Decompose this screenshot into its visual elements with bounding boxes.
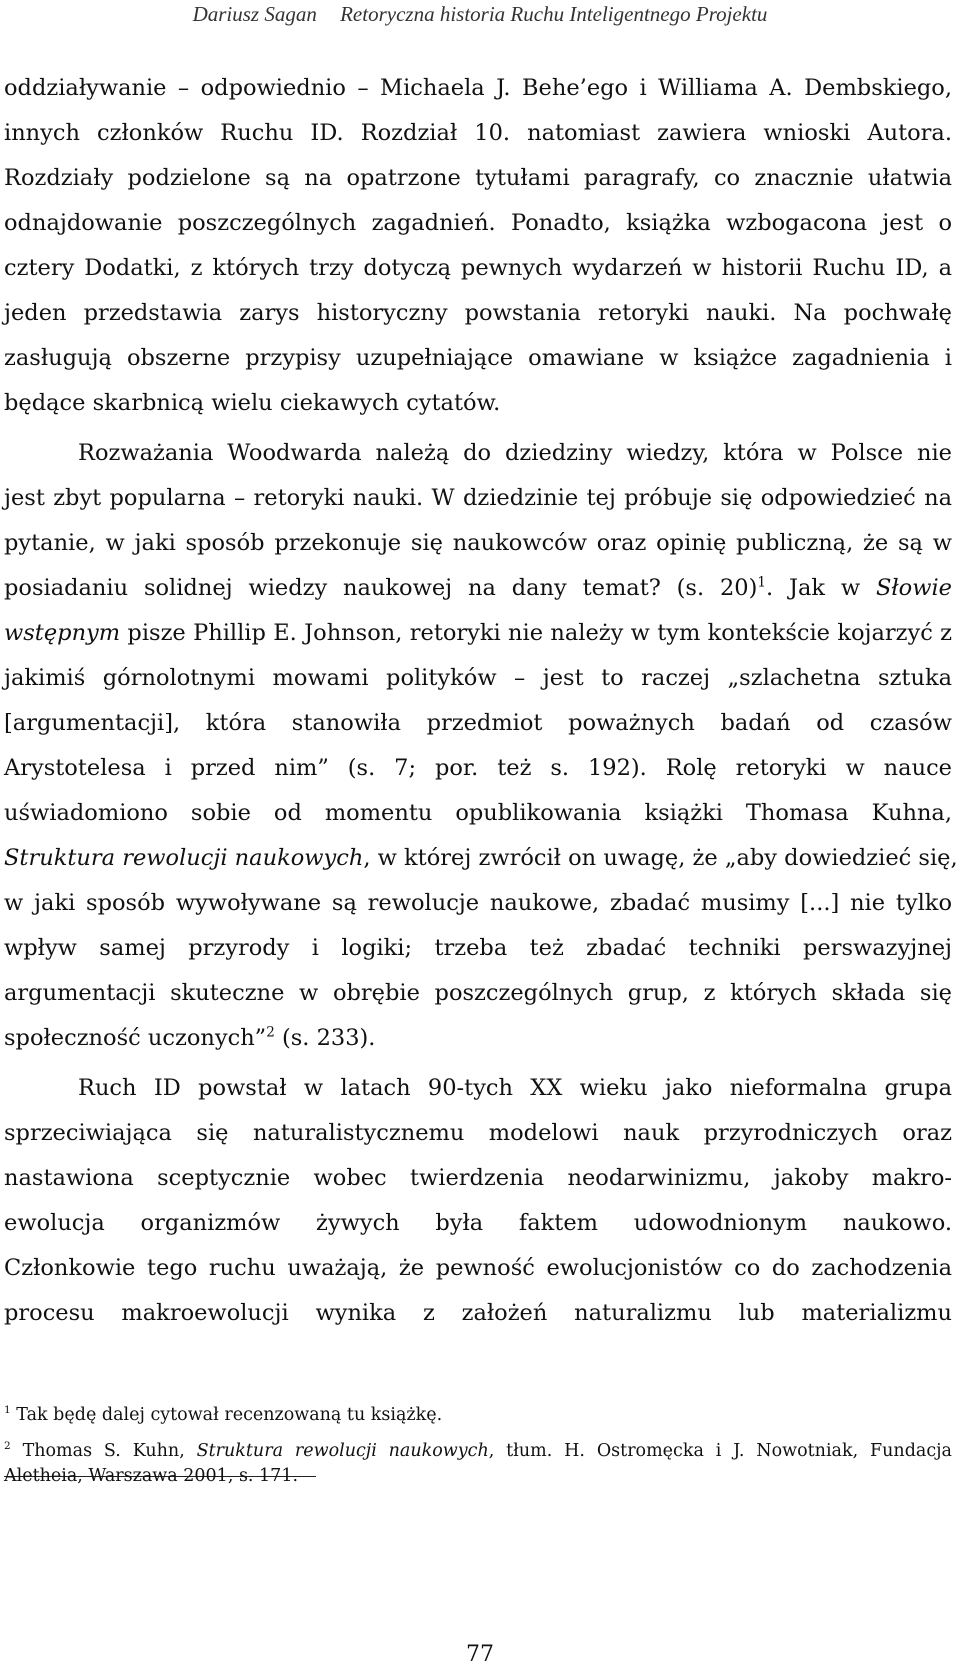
- text-line: zasługują obszerne przypisy uzupełniające omawiane w książce zagadnienia i: [4, 345, 952, 371]
- text-segment: . Jak w: [765, 575, 876, 601]
- text-segment: posiadaniu solidnej wiedzy naukowej na dany temat? (s. 20): [4, 575, 758, 601]
- footnote-italic-title: Struktura rewolucji naukowych: [196, 1441, 489, 1461]
- header-title: Retoryczna historia Ruchu Inteligentnego Projektu: [340, 2, 768, 26]
- text-line: jeden przedstawia zarys historyczny powstania retoryki nauki. Na pochwałę: [4, 300, 952, 326]
- text-line: w jaki sposób wywoływane są rewolucje naukowe, zbadać musimy [...] nie tylko: [4, 890, 952, 916]
- italic-title: wstępnym: [4, 620, 121, 646]
- text-line: argumentacji skuteczne w obrębie poszczególnych grup, z których składa się: [4, 980, 952, 1006]
- text-line: procesu makroewolucji wynika z założeń naturalizmu lub materializmu: [4, 1300, 952, 1326]
- footnote-mark: 1: [4, 1404, 11, 1417]
- page-number: 77: [466, 1642, 494, 1667]
- footnote-ref-1: 1: [757, 574, 766, 591]
- footnote-text: , tłum. H. Ostromęcka i J. Nowotniak, Fundacja: [488, 1441, 952, 1461]
- footnote-mark: 2: [4, 1440, 11, 1453]
- running-header: [0, 0, 960, 28]
- text-line: [4, 617, 952, 649]
- italic-title: Słowie: [875, 575, 952, 601]
- text-line: nastawiona sceptycznie wobec twierdzenia neodarwinizmu, jakoby makro-: [4, 1165, 952, 1191]
- text-line: sprzeciwiająca się naturalistycznemu modelowi nauk przyrodniczych oraz: [4, 1120, 952, 1146]
- footnote-text: Thomas S. Kuhn,: [22, 1441, 197, 1461]
- footnote-2: [4, 1438, 952, 1464]
- text-line: uświadomiono sobie od momentu opublikowania książki Thomasa Kuhna,: [4, 800, 952, 826]
- text-line: [4, 1022, 952, 1054]
- text-line: cztery Dodatki, z których trzy dotyczą pewnych wydarzeń w historii Ruchu ID, a: [4, 255, 952, 281]
- text-line: Członkowie tego ruchu uważają, że pewność ewolucjonistów co do zachodzenia: [4, 1255, 952, 1281]
- text-segment: (s. 233).: [274, 1025, 376, 1051]
- text-line: Arystotelesa i przed nim” (s. 7; por. też s. 192). Rolę retoryki w nauce: [4, 755, 952, 781]
- text-line: odnajdowanie poszczególnych zagadnień. Ponadto, książka wzbogacona jest o: [4, 210, 952, 236]
- text-line: pytanie, w jaki sposób przekonuje się naukowców oraz opinię publiczną, że są w: [4, 530, 952, 556]
- text-segment: pisze Phillip E. Johnson, retoryki nie należy w tym kontekście kojarzyć z: [120, 620, 952, 646]
- text-segment: społeczność uczonych”: [4, 1025, 267, 1051]
- text-line: oddziaływanie – odpowiednio – Michaela J. Behe’ego i Williama A. Dembskiego,: [4, 75, 952, 101]
- text-line: [4, 572, 952, 604]
- text-line: będące skarbnicą wielu ciekawych cytatów.: [4, 390, 501, 416]
- footnote-2-cont: Aletheia, Warszawa 2001, s. 171.: [4, 1466, 299, 1486]
- text-line: jest zbyt popularna – retoryki nauki. W dziedzinie tej próbuje się odpowiedzieć na: [4, 485, 952, 511]
- italic-title: Struktura rewolucji naukowych: [4, 845, 364, 871]
- text-line: Rozważania Woodwarda należą do dziedziny wiedzy, która w Polsce nie: [78, 440, 952, 466]
- text-line: innych członków Ruchu ID. Rozdział 10. natomiast zawiera wnioski Autora.: [4, 120, 952, 146]
- footnote-text: Tak będę dalej cytował recenzowaną tu książkę.: [16, 1405, 443, 1425]
- footnote-1: [4, 1402, 952, 1428]
- footnote-ref-2: 2: [266, 1024, 275, 1041]
- header-author: Dariusz Sagan: [192, 2, 317, 26]
- text-line: wpływ samej przyrody i logiki; trzeba też zbadać techniki perswazyjnej: [4, 935, 952, 961]
- text-line: jakimiś górnolotnymi mowami polityków – jest to raczej „szlachetna sztuka: [4, 665, 952, 691]
- text-line: [argumentacji], która stanowiła przedmiot poważnych badań od czasów: [4, 710, 952, 736]
- text-line: Rozdziały podzielone są na opatrzone tytułami paragrafy, co znacznie ułatwia: [4, 165, 952, 191]
- text-line: [4, 842, 958, 874]
- text-line: Ruch ID powstał w latach 90-tych XX wieku jako nieformalna grupa: [78, 1075, 952, 1101]
- text-segment: , w której zwrócił on uwagę, że „aby dowiedzieć się,: [363, 845, 958, 871]
- text-line: ewolucja organizmów żywych była faktem udowodnionym naukowo.: [4, 1210, 952, 1236]
